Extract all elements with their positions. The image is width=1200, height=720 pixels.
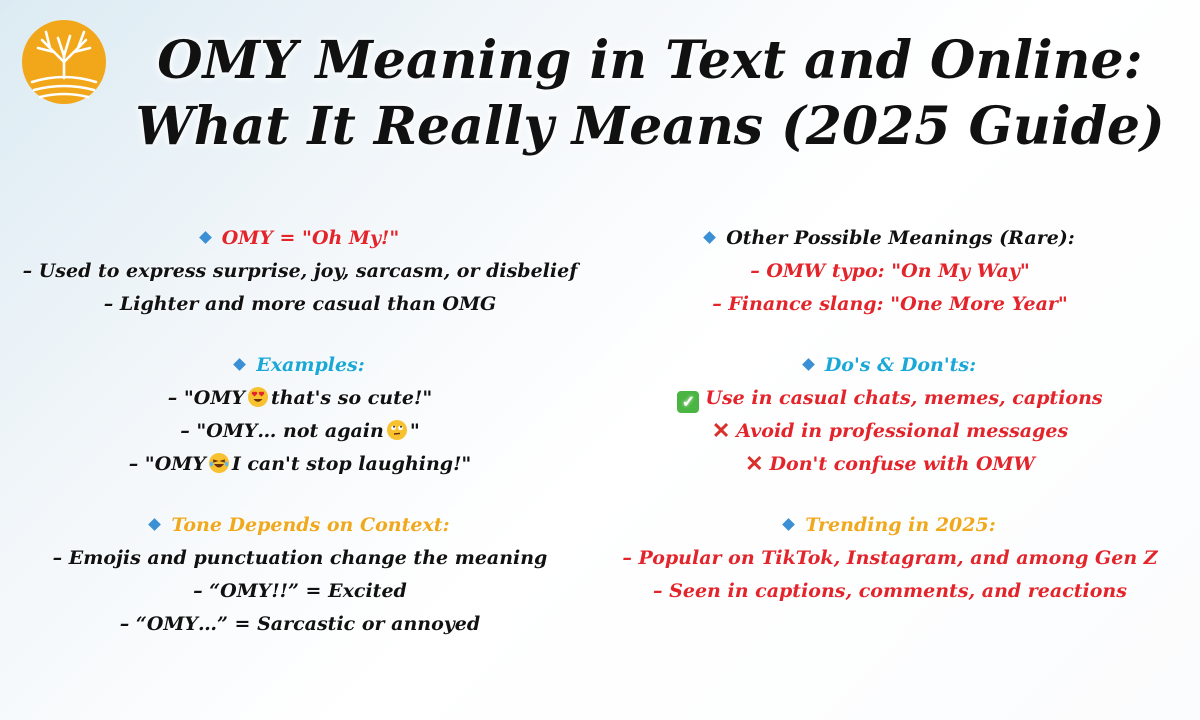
donts-line xyxy=(590,448,1190,481)
check-mark-icon: ✓ xyxy=(677,391,699,413)
heart-eyes-emoji-icon xyxy=(248,387,268,407)
meaning-heading-text: OMY = "Oh My!" xyxy=(221,227,400,249)
example-line xyxy=(0,382,600,415)
cross-mark-icon: ✕ xyxy=(745,451,764,477)
example-text: – "OMY xyxy=(167,387,245,409)
diamond-bullet-icon xyxy=(233,358,246,371)
meaning-heading xyxy=(0,222,600,255)
example-line xyxy=(0,415,600,448)
tree-logo-icon xyxy=(18,18,110,106)
meaning-line: – Lighter and more casual than OMG xyxy=(103,293,497,315)
tone-heading xyxy=(0,509,600,542)
tone-heading-text: Tone Depends on Context: xyxy=(171,514,450,536)
donts-text: Avoid in professional messages xyxy=(736,420,1069,442)
title-line-2: What It Really Means (2025 Guide) xyxy=(135,96,1165,157)
dos-line xyxy=(590,382,1190,415)
example-line xyxy=(0,448,600,481)
left-column xyxy=(0,222,600,669)
tone-section xyxy=(0,509,600,641)
trending-heading-text: Trending in 2025: xyxy=(805,514,996,536)
other-meaning-line: – Finance slang: "One More Year" xyxy=(712,293,1068,315)
cross-mark-icon: ✕ xyxy=(711,418,731,444)
diamond-bullet-icon xyxy=(703,231,716,244)
right-column xyxy=(590,222,1190,636)
other-meanings-heading-text: Other Possible Meanings (Rare): xyxy=(726,227,1075,249)
diamond-bullet-icon xyxy=(199,231,212,244)
example-text: " xyxy=(409,420,420,442)
example-text: – "OMY… not again xyxy=(180,420,384,442)
laughing-emoji-icon xyxy=(209,453,229,473)
diamond-bullet-icon xyxy=(149,518,162,531)
trending-heading xyxy=(590,509,1190,542)
other-meanings-heading xyxy=(590,222,1190,255)
examples-section xyxy=(0,349,600,481)
donts-line xyxy=(590,415,1190,448)
other-meaning-line: – OMW typo: "On My Way" xyxy=(750,260,1030,282)
example-text: that's so cute!" xyxy=(270,387,433,409)
trending-line: – Popular on TikTok, Instagram, and among Gen Z xyxy=(622,547,1158,569)
tone-line: – Emojis and punctuation change the meaning xyxy=(52,547,548,569)
other-meanings-section xyxy=(590,222,1190,321)
trending-line: – Seen in captions, comments, and reactions xyxy=(653,580,1127,602)
diamond-bullet-icon xyxy=(782,518,795,531)
title-line-1: OMY Meaning in Text and Online: xyxy=(157,30,1143,91)
trending-section xyxy=(590,509,1190,608)
tone-line: – “OMY…” = Sarcastic or annoyed xyxy=(119,613,481,635)
tone-line: – “OMY!!” = Excited xyxy=(193,580,407,602)
examples-heading xyxy=(0,349,600,382)
example-text: I can't stop laughing!" xyxy=(231,453,472,475)
dos-donts-section xyxy=(590,349,1190,481)
donts-text: Don't confuse with OMW xyxy=(769,453,1035,475)
page-title xyxy=(120,28,1180,160)
diamond-bullet-icon xyxy=(802,358,815,371)
examples-heading-text: Examples: xyxy=(256,354,365,376)
example-text: – "OMY xyxy=(128,453,206,475)
dos-text: Use in casual chats, memes, captions xyxy=(705,387,1103,409)
meaning-section xyxy=(0,222,600,321)
meaning-line: – Used to express surprise, joy, sarcasm, or disbelief xyxy=(22,260,578,282)
dos-donts-heading xyxy=(590,349,1190,382)
eye-roll-emoji-icon xyxy=(387,420,407,440)
dos-donts-heading-text: Do's & Don'ts: xyxy=(824,354,977,376)
